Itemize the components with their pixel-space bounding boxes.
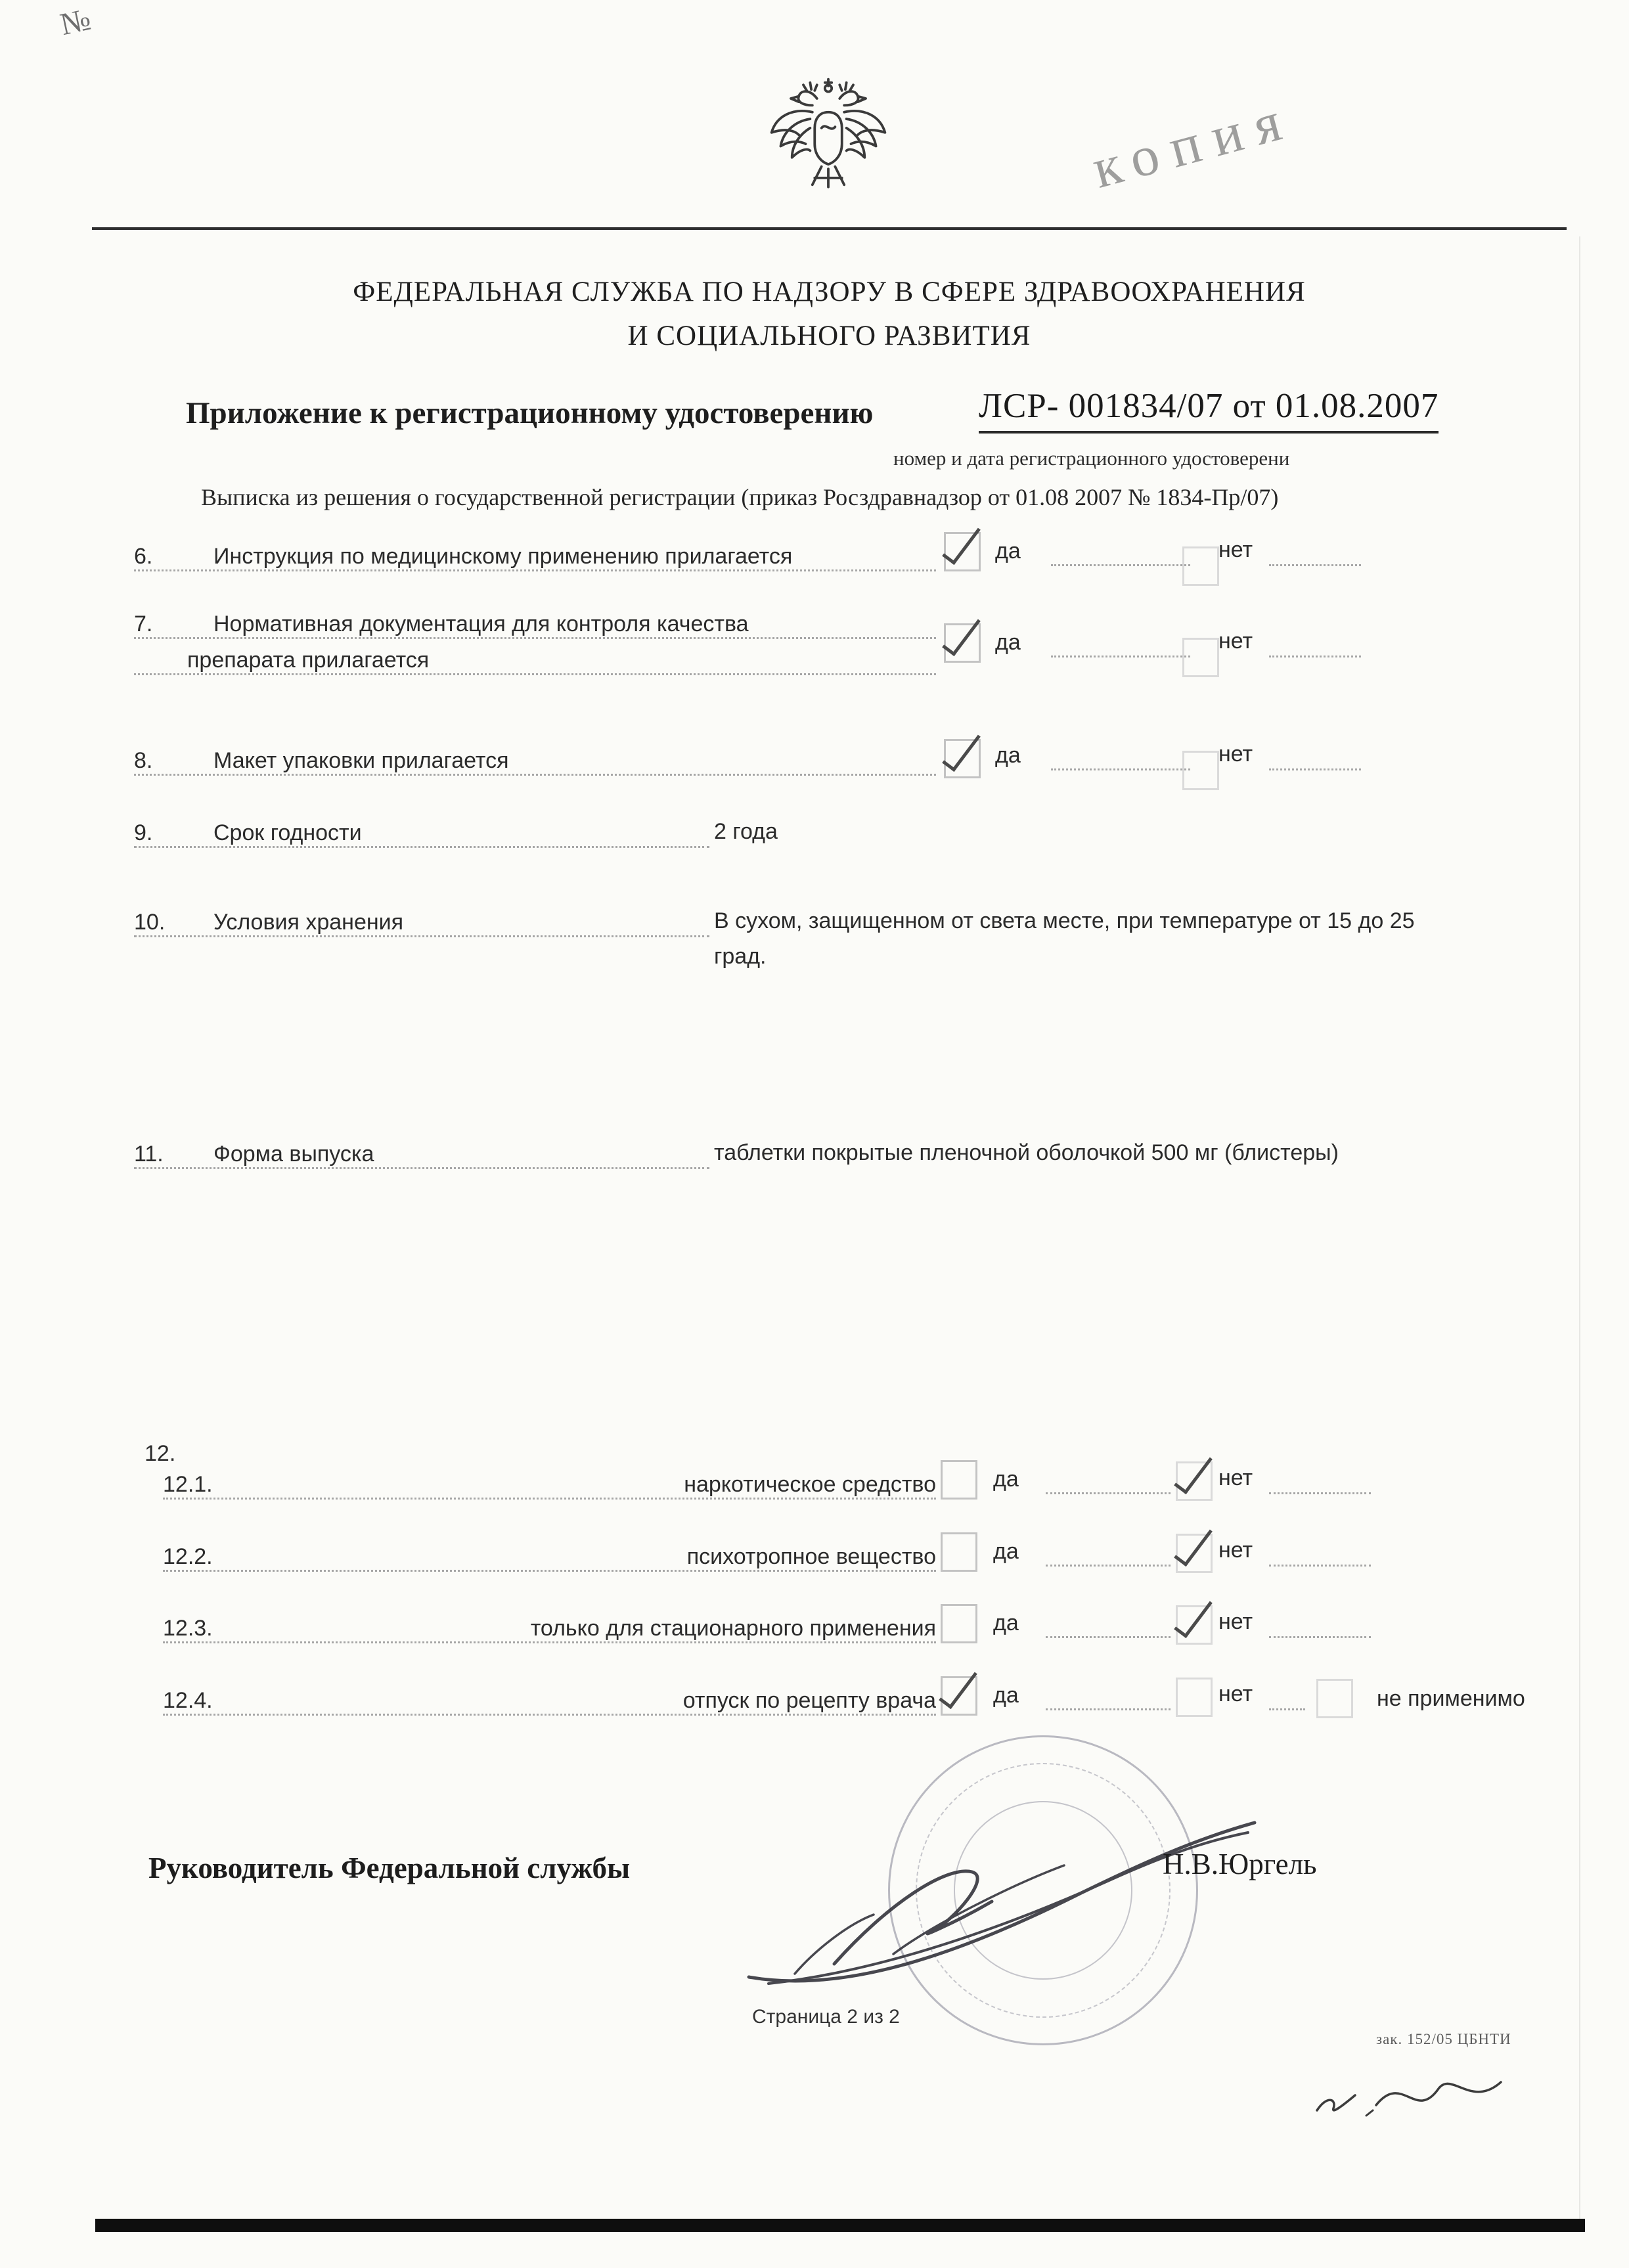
- checkbox-no: [1182, 751, 1219, 790]
- checkbox-yes: [941, 1460, 977, 1500]
- header-rule: [92, 227, 1567, 230]
- dotted-leader: [1269, 537, 1361, 566]
- item-value: таблетки покрытые пленочной оболочкой 500 мг (блистеры): [714, 1140, 1339, 1165]
- item-label: Срок годности: [213, 820, 362, 845]
- form-row-6: [0, 537, 1629, 590]
- dotted-leader: [1269, 629, 1361, 657]
- item-value: 2 года: [714, 819, 778, 844]
- checkbox-yes: [941, 1604, 977, 1643]
- item-number: 12.1.: [163, 1472, 213, 1497]
- signatory-title: Руководитель Федеральной службы: [148, 1852, 631, 1884]
- checkbox-no: [1182, 546, 1219, 586]
- no-label: нет: [1218, 537, 1253, 562]
- form-row-9: [0, 814, 1629, 866]
- item-label: наркотическое средство: [684, 1472, 936, 1497]
- form-row-12-2: [0, 1538, 1629, 1590]
- item-number: 11.: [134, 1142, 164, 1167]
- corner-handwritten-mark: №: [56, 1, 94, 43]
- dotted-leader: [1051, 629, 1190, 657]
- form-row-12-3: [0, 1609, 1629, 1662]
- item-label: Условия хранения: [213, 910, 404, 935]
- no-label: нет: [1218, 1538, 1253, 1563]
- dotted-leader: [1046, 1681, 1171, 1710]
- yes-label: да: [993, 1683, 1019, 1708]
- checkbox-yes: [944, 739, 981, 778]
- checkbox-no: [1176, 1461, 1213, 1501]
- item-value: град.: [714, 944, 767, 969]
- no-label: нет: [1218, 1465, 1253, 1490]
- yes-label: да: [993, 1539, 1019, 1564]
- page-indicator: Страница 2 из 2: [752, 2006, 900, 2028]
- item-label: только для стационарного применения: [530, 1616, 936, 1641]
- no-label: нет: [1218, 742, 1253, 767]
- checkbox-yes: [941, 1676, 977, 1716]
- checkbox-not-applicable: [1316, 1679, 1353, 1718]
- item-value: В сухом, защищенном от света месте, при температуре от 15 до 25: [714, 908, 1415, 933]
- dotted-leader: [1046, 1609, 1171, 1638]
- checkbox-no: [1176, 1605, 1213, 1645]
- item-number: 12.3.: [163, 1616, 213, 1641]
- yes-label: да: [993, 1611, 1019, 1635]
- dotted-leader: [1269, 1681, 1305, 1710]
- section-12-number: 12.: [145, 1441, 176, 1466]
- bottom-scan-bar: [95, 2219, 1585, 2232]
- dotted-leader: [1269, 1465, 1371, 1494]
- checkbox-no: [1176, 1534, 1213, 1573]
- form-row-10: [0, 903, 1629, 995]
- reg-number-caption: номер и дата регистрационного удостоверени: [893, 447, 1290, 470]
- dotted-leader: [1269, 742, 1361, 770]
- bottom-handwritten-scribble: [1304, 2059, 1521, 2135]
- no-label: нет: [1218, 1681, 1253, 1706]
- item-number: 8.: [134, 748, 153, 773]
- yes-label: да: [993, 1467, 1019, 1492]
- form-row-12-1: [0, 1465, 1629, 1518]
- org-name-line2: И СОЦИАЛЬНОГО РАЗВИТИЯ: [627, 321, 1031, 351]
- yes-label: да: [995, 743, 1021, 768]
- form-row-11: [0, 1135, 1629, 1188]
- coat-of-arms-emblem: [759, 74, 897, 202]
- item-label: Форма выпуска: [213, 1142, 374, 1167]
- doc-title: Приложение к регистрационному удостоверению: [186, 396, 874, 430]
- item-label: отпуск по рецепту врача: [682, 1688, 936, 1713]
- print-note: зак. 152/05 ЦБНТИ: [1376, 2031, 1511, 2047]
- dotted-leader: [1051, 537, 1190, 566]
- no-label: нет: [1218, 629, 1253, 654]
- item-label: Нормативная документация для контроля качества: [213, 611, 749, 636]
- signature-scribble: [736, 1767, 1274, 2007]
- item-label: Макет упаковки прилагается: [213, 748, 509, 773]
- extract-line: Выписка из решения о государственной регистрации (приказ Росздравнадзор от 01.08 2007 № 1834-Пр/07): [201, 484, 1279, 510]
- no-label: нет: [1218, 1609, 1253, 1634]
- checkbox-yes: [944, 623, 981, 663]
- scan-edge-shadow: [1579, 236, 1580, 2220]
- item-number: 10.: [134, 910, 166, 935]
- item-number: 12.4.: [163, 1688, 213, 1713]
- dotted-leader: [1051, 742, 1190, 770]
- item-label: препарата прилагается: [187, 648, 430, 673]
- org-name-line1: ФЕДЕРАЛЬНАЯ СЛУЖБА ПО НАДЗОРУ В СФЕРЕ ЗДРАВООХРАНЕНИЯ: [353, 277, 1306, 307]
- item-number: 9.: [134, 820, 153, 845]
- signatory-name: Н.В.Юргель: [1163, 1848, 1317, 1880]
- item-label: психотропное вещество: [686, 1544, 936, 1569]
- dotted-leader: [1046, 1465, 1171, 1494]
- item-label: Инструкция по медицинскому применению прилагается: [213, 544, 793, 569]
- checkbox-no: [1182, 638, 1219, 677]
- not-applicable-label: не применимо: [1377, 1686, 1525, 1711]
- form-row-12-4: [0, 1681, 1629, 1773]
- copy-stamp: копия: [1085, 86, 1301, 200]
- item-number: 7.: [134, 611, 153, 636]
- reg-number: ЛСР- 001834/07 от 01.08.2007: [979, 386, 1439, 434]
- yes-label: да: [995, 630, 1021, 655]
- item-number: 6.: [134, 544, 153, 569]
- checkbox-yes: [944, 532, 981, 571]
- form-row-7: [0, 605, 1629, 697]
- item-number: 12.2.: [163, 1544, 213, 1569]
- dotted-leader: [1269, 1538, 1371, 1567]
- checkbox-no: [1176, 1678, 1213, 1717]
- dotted-leader: [1046, 1538, 1171, 1567]
- dotted-leader: [1269, 1609, 1371, 1638]
- yes-label: да: [995, 539, 1021, 564]
- form-row-8: [0, 742, 1629, 794]
- checkbox-yes: [941, 1532, 977, 1572]
